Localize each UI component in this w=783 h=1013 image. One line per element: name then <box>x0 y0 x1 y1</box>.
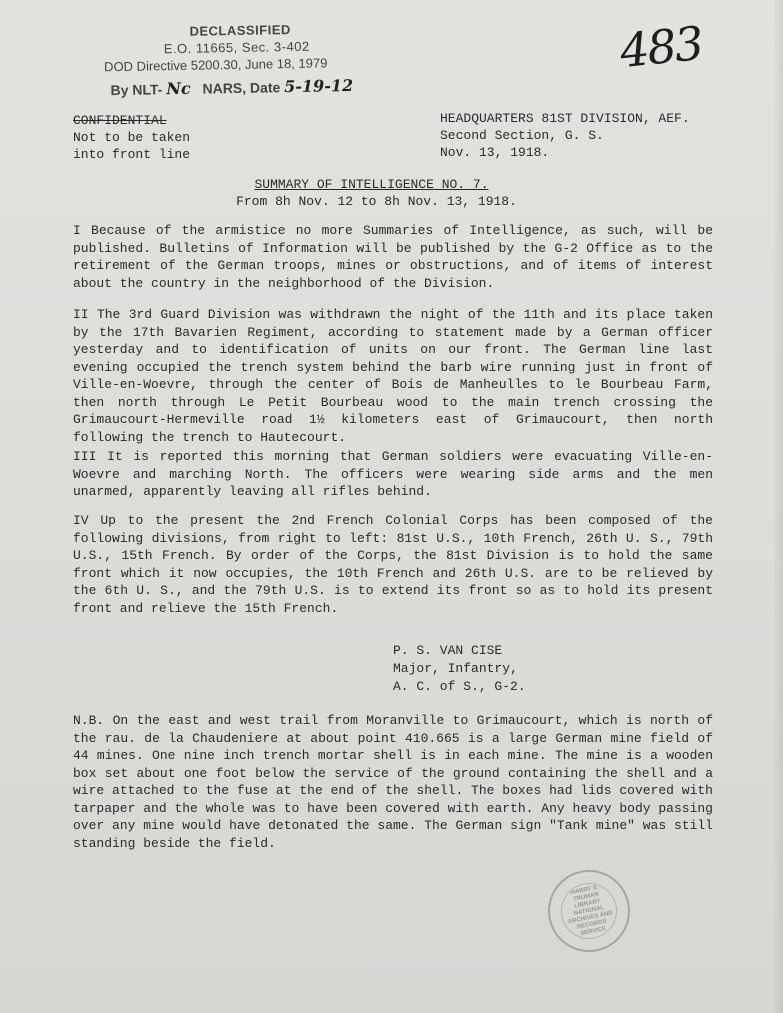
stamp-line-3: DOD Directive 5200.30, June 18, 1979 <box>103 55 328 75</box>
header-left <box>73 112 190 163</box>
stamp-line-2: E.O. 11665, Sec. 3-402 <box>163 38 310 57</box>
handwritten-page-number: 483 <box>617 15 705 79</box>
paragraph-1: I Because of the armistice no more Summaries of Intelligence, as such, will be published. Bulletins of Information will be published by the G-2 Office as to the retirement of the German troops, mines or obstructions, and of items of interest about the country in the neighborhood of the Division. <box>73 223 713 291</box>
paragraph-4: IV Up to the present the 2nd French Colonial Corps has been composed of the following divisions, from right to left: 81st U.S., 10th French, 26th U. S., 79th U.S., 15th French. By order of the Corps, the 81st Division is to hold the same front which it now occupies, the 10th French and 26th U.S. are to be relieved by the 6th U. S., and the 79th U.S. is to extend its front so as to hold its present front and relieve the 15th French. <box>73 513 713 616</box>
header-right <box>440 110 690 161</box>
header-left-line-2: Not to be taken <box>73 130 191 145</box>
stamp-nars-label: NARS, Date <box>202 79 281 97</box>
seal-text: HARRY S. TRUMAN LIBRARY NATIONAL ARCHIVES AND RECORDS SERVICE <box>556 878 622 944</box>
title-line-1: SUMMARY OF INTELLIGENCE NO. 7. <box>254 177 489 192</box>
page-edge-shadow <box>773 0 783 1013</box>
nota-bene-paragraph: N.B. On the east and west trail from Moranville to Grimaucourt, which is north of the rau. de la Chaudeniere at about point 410.665 is a large German mine field of 44 mines. One nine inch trench mortar shell is in each mine. The mine is a wooden box set about one foot below the service of the ground containing the shell and a wire attached to the fuse at the end of the shell. The boxes had lids covered with tarpaper and the whole was to have been covered with earth. Any heavy body passing over any mine would have detonated the same. The German sign "Tank mine" was still standing beside the field. <box>73 713 713 851</box>
stamp-by-value: Nc <box>166 78 191 99</box>
stamp-by-label: By NLT- <box>110 81 163 99</box>
classification-label: CONFIDENTIAL <box>73 113 167 128</box>
title-line-2: From 8h Nov. 12 to 8h Nov. 13, 1918. <box>236 194 517 209</box>
headquarters-line: HEADQUARTERS 81ST DIVISION, AEF. <box>440 111 690 126</box>
stamp-date-value: 5-19-12 <box>284 75 354 97</box>
archive-seal-stamp <box>548 870 630 952</box>
signature-name: P. S. VAN CISE <box>393 643 503 658</box>
declassified-stamp <box>103 20 354 99</box>
signature-title: A. C. of S., G-2. <box>393 679 526 694</box>
section-line: Second Section, G. S. <box>440 128 604 143</box>
header-left-line-3: into front line <box>73 147 191 162</box>
signature-block <box>393 642 526 696</box>
document-date: Nov. 13, 1918. <box>440 145 550 160</box>
stamp-line-4 <box>110 77 353 99</box>
stamp-line-1: DECLASSIFIED <box>189 22 291 39</box>
signature-rank: Major, Infantry, <box>393 661 518 676</box>
paragraph-3: III It is reported this morning that German soldiers were evacuating Ville-en-Woevre and marching North. The officers were wearing side arms and the men unarmed, apparently leaving all rifles behind. <box>73 449 713 499</box>
paragraph-2: II The 3rd Guard Division was withdrawn the night of the 11th and its place taken by the 17th Bavarien Regiment, according to statement made by a German officer yesterday and to identification of units on our front. The German line last evening occupied the trench system behind the barb wire running just in front of Ville-en-Woevre, through the center of Bois de Manheulles to le Bourbeau Farm, then north through Le Petit Bourbeau wood to the main trench crossing the Grimaucourt-Hermeville road 1½ kilometers east of Grimaucourt, then north following the trench to Hautecourt. <box>73 307 713 445</box>
document-title <box>0 176 783 210</box>
